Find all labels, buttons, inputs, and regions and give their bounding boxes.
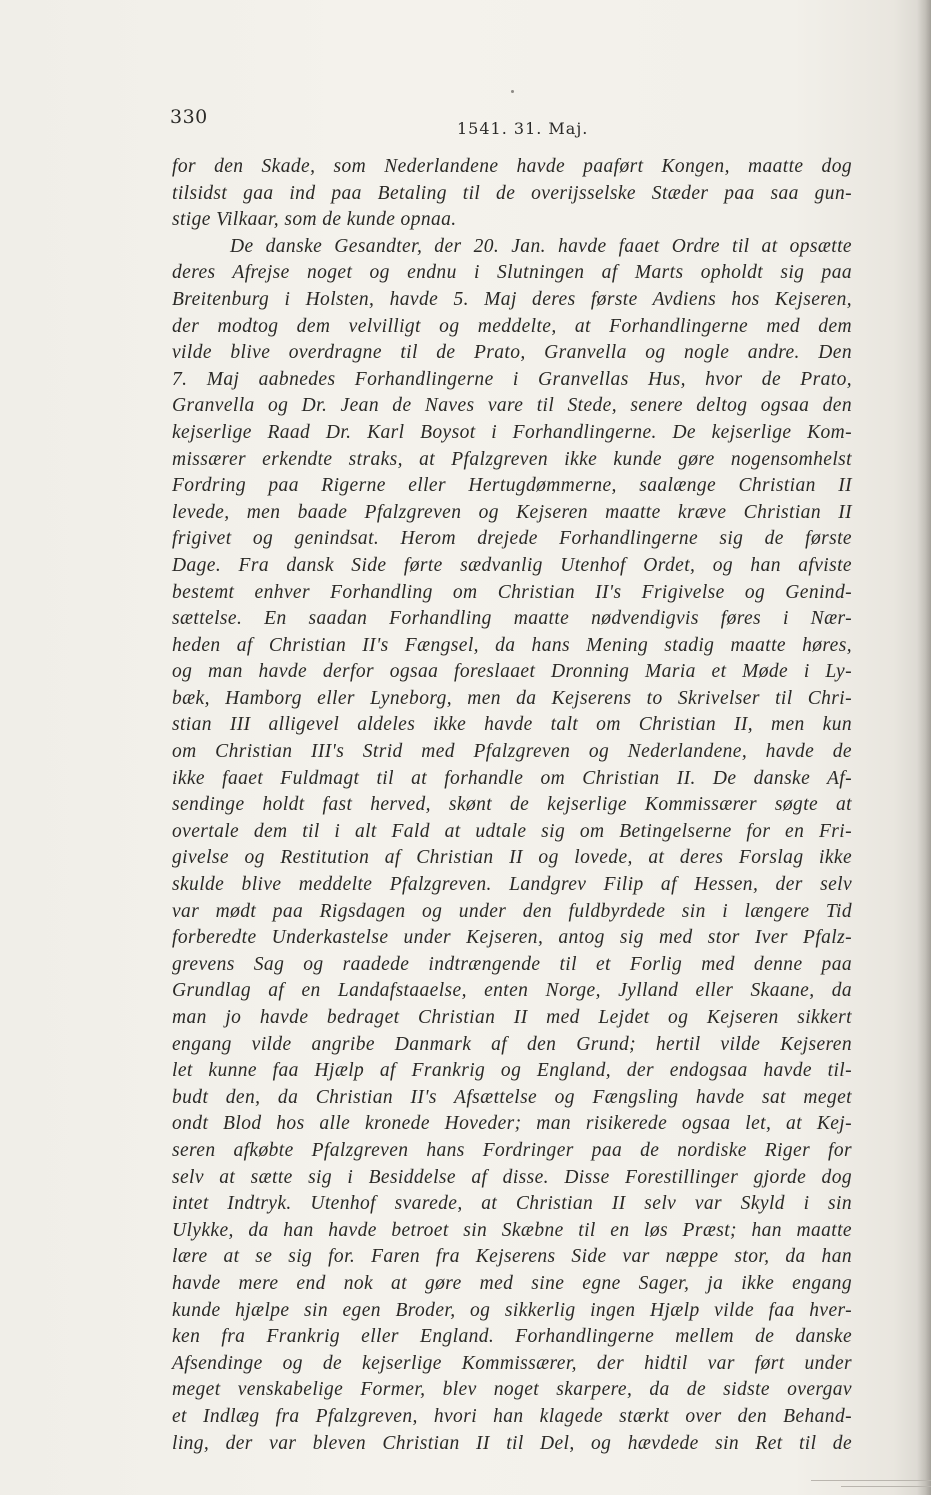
text-line: tilsidst gaa ind paa Betaling til de overijsselske Stæder paa saa gun- <box>172 182 852 204</box>
text-line: givelse og Restitution af Christian II og lovede, at deres Forslag ikke <box>172 847 852 869</box>
text-line: frigivet og genindsat. Herom drejede Forhandlingerne sig de første <box>172 528 852 550</box>
paper-speck <box>511 90 514 93</box>
text-line: om Christian III's Strid med Pfalzgreven og Nederlandene, havde de <box>172 741 852 763</box>
text-line: missærer erkendte straks, at Pfalzgreven ikke kunde gøre nogensomhelst <box>172 448 852 470</box>
running-header <box>170 102 870 142</box>
text-line: kunde hjælpe sin egen Broder, og sikkerlig ingen Hjælp vilde faa hver- <box>172 1299 852 1321</box>
text-line: seren afkøbte Pfalzgreven hans Fordringer paa de nordiske Riger for <box>172 1139 852 1161</box>
text-line: grevens Sag og raadede indtrængende til et Forlig med denne paa <box>172 953 852 975</box>
text-line: der modtog dem velvilligt og meddelte, at Forhandlingerne med dem <box>172 315 852 337</box>
text-line: ikke faaet Fuldmagt til at forhandle om Christian II. De danske Af- <box>172 767 852 789</box>
body-text <box>172 154 852 1457</box>
text-line: et Indlæg fra Pfalzgreven, hvori han klagede stærkt over den Behand- <box>172 1405 852 1427</box>
text-line: skulde blive meddelte Pfalzgreven. Landgrev Filip af Hessen, der selv <box>172 874 852 896</box>
text-line: Afsendinge og de kejserlige Kommissærer, der hidtil var ført under <box>172 1352 852 1374</box>
text-line: Granvella og Dr. Jean de Naves vare til Stede, senere deltog ogsaa den <box>172 395 852 417</box>
text-line: let kunne faa Hjælp af Frankrig og England, der endogsaa havde til- <box>172 1060 852 1082</box>
text-line: Dage. Fra dansk Side førte sædvanlig Utenhof Ordet, og han afviste <box>172 554 852 576</box>
text-line: man jo havde bedraget Christian II med Lejdet og Kejseren sikkert <box>172 1007 852 1028</box>
running-title: 1541. 31. Maj. <box>457 119 589 138</box>
text-line: meget venskabelige Former, blev noget skarpere, da de sidste overgav <box>172 1379 852 1401</box>
text-line: Grundlag af en Landafstaaelse, enten Norge, Jylland eller Skaane, da <box>172 980 852 1002</box>
text-line: vilde blive overdragne til de Prato, Granvella og nogle andre. Den <box>172 342 852 364</box>
text-line: sendinge holdt fast herved, skønt de kejserlige Kommissærer søgte at <box>172 794 852 816</box>
page-curl-line <box>841 1486 931 1487</box>
text-line: lære at se sig for. Faren fra Kejserens Side var næppe stor, da han <box>172 1246 852 1268</box>
text-line: stian III alligevel aldeles ikke havde talt om Christian II, men kun <box>172 714 852 736</box>
text-line: bæk, Hamborg eller Lyneborg, men da Kejserens to Skrivelser til Chri- <box>172 687 852 709</box>
text-line: Ulykke, da han havde betroet sin Skæbne til en løs Præst; han maatte <box>172 1219 852 1241</box>
text-line: ling, der var bleven Christian II til Del, og hævdede sin Ret til de <box>172 1432 852 1454</box>
text-line: forberedte Underkastelse under Kejseren, antog sig med stor Iver Pfalz- <box>172 927 852 949</box>
text-line: overtale dem til i alt Fald at udtale sig om Betingelserne for en Fri- <box>172 820 852 842</box>
text-line: havde mere end nok at gøre med sine egne Sager, ja ikke engang <box>172 1272 852 1294</box>
text-line: deres Afrejse noget og endnu i Slutningen af Marts opholdt sig paa <box>172 262 852 284</box>
text-line: Fordring paa Rigerne eller Hertugdømmerne, saalænge Christian II <box>172 475 852 497</box>
text-line: var mødt paa Rigsdagen og under den fuldbyrdede sin i længere Tid <box>172 900 852 922</box>
text-line: kejserlige Raad Dr. Karl Boysot i Forhandlingerne. De kejserlige Kom- <box>172 421 852 443</box>
text-line: og man havde derfor ogsaa foreslaaet Dronning Maria et Møde i Ly- <box>172 661 852 683</box>
text-line: intet Indtryk. Utenhof svarede, at Christian II selv var Skyld i sin <box>172 1193 852 1215</box>
text-line: ken fra Frankrig eller England. Forhandlingerne mellem de danske <box>172 1326 852 1348</box>
text-line: ondt Blod hos alle kronede Hoveder; man risikerede ogsaa let, at Kej- <box>172 1113 852 1135</box>
text-line: sættelse. En saadan Forhandling maatte nødvendigvis føres i Nær- <box>172 608 852 630</box>
page-curl-line <box>811 1480 931 1481</box>
text-line: stige Vilkaar, som de kunde opnaa. <box>172 209 457 231</box>
page-number: 330 <box>170 106 208 128</box>
text-line: budt den, da Christian II's Afsættelse og Fængsling havde sat meget <box>172 1086 852 1108</box>
text-line: levede, men baade Pfalzgreven og Kejseren maatte kræve Christian II <box>172 501 852 523</box>
text-line: engang vilde angribe Danmark af den Grund; hertil vilde Kejseren <box>172 1033 852 1055</box>
text-line: Breitenburg i Holsten, havde 5. Maj deres første Avdiens hos Kejseren, <box>172 288 852 310</box>
text-line: bestemt enhver Forhandling om Christian II's Frigivelse og Genind- <box>172 581 852 603</box>
page-edge-shadow <box>917 0 931 1495</box>
text-line: selv at sætte sig i Besiddelse af disse. Disse Forestillinger gjorde dog <box>172 1166 852 1188</box>
text-line: 7. Maj aabnedes Forhandlingerne i Granvellas Hus, hvor de Prato, <box>172 368 852 390</box>
text-line: De danske Gesandter, der 20. Jan. havde faaet Ordre til at opsætte <box>230 235 852 257</box>
text-line: for den Skade, som Nederlandene havde paaført Kongen, maatte dog <box>172 156 852 177</box>
text-line: heden af Christian II's Fængsel, da hans Mening stadig maatte høres, <box>172 634 852 656</box>
